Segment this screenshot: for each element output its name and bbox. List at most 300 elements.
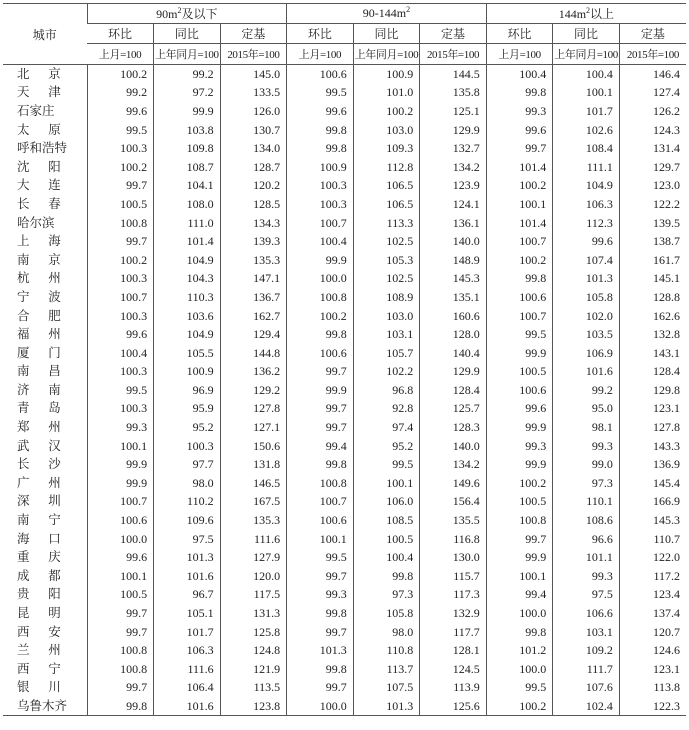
index-value: 109.8 [154, 139, 221, 158]
index-value: 103.8 [154, 120, 221, 139]
index-value: 100.2 [287, 306, 354, 325]
index-value: 102.0 [553, 306, 620, 325]
index-value: 135.5 [420, 511, 487, 530]
group-header-medium: $90-144m^2$ [287, 4, 487, 24]
index-value: 132.7 [420, 139, 487, 158]
base-header: 上月=100 [287, 44, 354, 65]
index-value: 97.3 [553, 474, 620, 493]
index-value: 99.8 [486, 622, 553, 641]
index-value: 100.2 [486, 176, 553, 195]
base-header: 上年同月=100 [553, 44, 620, 65]
index-value: 113.3 [353, 213, 420, 232]
index-value: 106.3 [154, 641, 221, 660]
index-value: 100.1 [87, 567, 154, 586]
index-value: 131.4 [619, 139, 686, 158]
index-value: 99.9 [87, 455, 154, 474]
index-value: 98.0 [353, 622, 420, 641]
index-value: 107.5 [353, 678, 420, 697]
index-value: 129.9 [420, 362, 487, 381]
index-value: 115.7 [420, 567, 487, 586]
index-value: 143.3 [619, 436, 686, 455]
index-value: 99.9 [287, 250, 354, 269]
index-value: 99.3 [287, 585, 354, 604]
index-value: 130.0 [420, 548, 487, 567]
index-value: 109.3 [353, 139, 420, 158]
index-value: 100.5 [486, 492, 553, 511]
base-header: 2015年=100 [420, 44, 487, 65]
index-value: 102.5 [353, 232, 420, 251]
index-value: 108.6 [553, 511, 620, 530]
index-value: 131.3 [220, 604, 287, 623]
table-row [3, 436, 686, 455]
index-value: 99.7 [87, 604, 154, 623]
index-value: 100.5 [87, 195, 154, 214]
index-value: 167.5 [220, 492, 287, 511]
index-value: 98.1 [553, 418, 620, 437]
index-value: 129.9 [420, 120, 487, 139]
index-value: 99.7 [287, 362, 354, 381]
index-value: 99.8 [287, 325, 354, 344]
index-value: 101.7 [154, 622, 221, 641]
index-value: 100.4 [87, 343, 154, 362]
table-row [3, 492, 686, 511]
index-value: 128.0 [420, 325, 487, 344]
index-value: 100.9 [154, 362, 221, 381]
index-value: 103.5 [553, 325, 620, 344]
index-value: 99.6 [486, 399, 553, 418]
city-name: 上 海 [17, 234, 61, 249]
city-name: 济 南 [17, 382, 61, 397]
index-value: 101.3 [287, 641, 354, 660]
index-value: 108.5 [353, 511, 420, 530]
index-value: 99.8 [486, 269, 553, 288]
index-value: 140.0 [420, 436, 487, 455]
index-value: 100.0 [87, 529, 154, 548]
metric-header: 环比 [486, 24, 553, 44]
index-value: 101.2 [486, 641, 553, 660]
index-value: 135.1 [420, 288, 487, 307]
index-value: 100.3 [87, 269, 154, 288]
index-value: 99.6 [287, 102, 354, 121]
city-name: 武 汉 [17, 438, 61, 453]
index-value: 99.8 [486, 83, 553, 102]
index-value: 100.3 [87, 362, 154, 381]
city-name: 长 沙 [17, 457, 61, 472]
index-value: 106.5 [353, 176, 420, 195]
index-value: 145.1 [619, 269, 686, 288]
index-value: 95.2 [154, 418, 221, 437]
index-value: 136.2 [220, 362, 287, 381]
table-row [3, 418, 686, 437]
city-name: 成 都 [17, 568, 61, 583]
table-row [3, 195, 686, 214]
index-value: 100.2 [486, 697, 553, 716]
city-name: 福 州 [17, 327, 61, 342]
index-value: 121.9 [220, 660, 287, 679]
index-value: 162.6 [619, 306, 686, 325]
index-value: 131.8 [220, 455, 287, 474]
index-value: 100.7 [486, 306, 553, 325]
index-value: 99.9 [486, 418, 553, 437]
index-value: 96.7 [154, 585, 221, 604]
index-value: 140.0 [420, 232, 487, 251]
index-value: 100.1 [287, 529, 354, 548]
index-value: 106.6 [553, 604, 620, 623]
index-value: 111.6 [220, 529, 287, 548]
index-value: 125.7 [420, 399, 487, 418]
index-value: 136.7 [220, 288, 287, 307]
metric-header-row [3, 24, 686, 44]
table-row [3, 622, 686, 641]
index-value: 101.3 [353, 697, 420, 716]
table-row [3, 455, 686, 474]
table-row [3, 250, 686, 269]
base-header-row [3, 44, 686, 65]
index-value: 99.5 [87, 381, 154, 400]
index-value: 117.2 [619, 567, 686, 586]
index-value: 137.4 [619, 604, 686, 623]
index-value: 99.6 [87, 548, 154, 567]
index-value: 110.2 [154, 492, 221, 511]
index-value: 100.7 [486, 232, 553, 251]
index-value: 100.7 [287, 492, 354, 511]
index-value: 99.7 [87, 232, 154, 251]
index-value: 102.6 [553, 120, 620, 139]
index-value: 97.7 [154, 455, 221, 474]
index-value: 109.6 [154, 511, 221, 530]
index-value: 95.9 [154, 399, 221, 418]
base-header: 上年同月=100 [154, 44, 221, 65]
index-value: 99.9 [486, 455, 553, 474]
index-value: 101.4 [154, 232, 221, 251]
index-value: 99.8 [87, 697, 154, 716]
index-value: 100.2 [87, 157, 154, 176]
index-value: 99.8 [287, 660, 354, 679]
table-row [3, 139, 686, 158]
index-value: 129.4 [220, 325, 287, 344]
city-name: 石家庄 [17, 103, 55, 118]
table-row [3, 232, 686, 251]
index-value: 128.1 [420, 641, 487, 660]
index-value: 128.7 [220, 157, 287, 176]
index-value: 100.7 [87, 288, 154, 307]
index-value: 128.3 [420, 418, 487, 437]
index-value: 100.3 [87, 399, 154, 418]
index-value: 105.8 [553, 288, 620, 307]
index-value: 111.1 [553, 157, 620, 176]
index-value: 104.1 [154, 176, 221, 195]
city-name: 西 安 [17, 624, 61, 639]
city-name: 兰 州 [17, 643, 61, 658]
index-value: 112.8 [353, 157, 420, 176]
index-value: 136.1 [420, 213, 487, 232]
index-value: 100.9 [287, 157, 354, 176]
index-value: 100.7 [287, 213, 354, 232]
table-row [3, 399, 686, 418]
table-row [3, 83, 686, 102]
table-row [3, 678, 686, 697]
index-value: 127.4 [619, 83, 686, 102]
index-value: 113.7 [353, 660, 420, 679]
index-value: 99.6 [486, 120, 553, 139]
index-value: 98.0 [154, 474, 221, 493]
index-value: 96.6 [553, 529, 620, 548]
index-value: 146.5 [220, 474, 287, 493]
index-value: 92.8 [353, 399, 420, 418]
table-row [3, 511, 686, 530]
table-row [3, 567, 686, 586]
city-name: 南 宁 [17, 513, 61, 528]
index-value: 160.6 [420, 306, 487, 325]
metric-header: 定基 [220, 24, 287, 44]
index-value: 99.7 [87, 622, 154, 641]
index-value: 135.8 [420, 83, 487, 102]
city-name: 天 津 [17, 85, 61, 100]
city-name: 杭 州 [17, 271, 61, 286]
metric-header: 同比 [553, 24, 620, 44]
index-value: 103.1 [353, 325, 420, 344]
index-value: 100.4 [553, 65, 620, 84]
index-value: 110.1 [553, 492, 620, 511]
index-value: 100.6 [287, 511, 354, 530]
table-row [3, 697, 686, 716]
city-name: 长 春 [17, 196, 61, 211]
index-value: 99.7 [287, 678, 354, 697]
table-row [3, 362, 686, 381]
index-value: 103.0 [353, 120, 420, 139]
index-value: 128.4 [619, 362, 686, 381]
base-header: 上月=100 [486, 44, 553, 65]
index-value: 113.8 [619, 678, 686, 697]
index-value: 100.1 [353, 474, 420, 493]
index-value: 101.6 [154, 567, 221, 586]
index-value: 138.7 [619, 232, 686, 251]
index-value: 127.9 [220, 548, 287, 567]
index-value: 110.8 [353, 641, 420, 660]
index-value: 123.1 [619, 399, 686, 418]
index-value: 148.9 [420, 250, 487, 269]
index-value: 120.0 [220, 567, 287, 586]
index-value: 107.6 [553, 678, 620, 697]
index-value: 101.3 [553, 269, 620, 288]
index-value: 124.8 [220, 641, 287, 660]
index-value: 99.7 [287, 399, 354, 418]
index-value: 100.3 [287, 195, 354, 214]
index-value: 106.4 [154, 678, 221, 697]
index-value: 100.1 [486, 195, 553, 214]
index-value: 145.3 [619, 511, 686, 530]
index-value: 105.8 [353, 604, 420, 623]
city-name: 呼和浩特 [17, 141, 68, 156]
index-value: 101.4 [486, 157, 553, 176]
metric-header: 定基 [619, 24, 686, 44]
metric-header: 定基 [420, 24, 487, 44]
index-value: 116.8 [420, 529, 487, 548]
city-name: 深 圳 [17, 494, 61, 509]
index-value: 99.3 [87, 418, 154, 437]
index-value: 124.6 [619, 641, 686, 660]
table-row [3, 343, 686, 362]
base-header: 2015年=100 [619, 44, 686, 65]
index-value: 100.2 [87, 65, 154, 84]
index-value: 136.9 [619, 455, 686, 474]
table-row [3, 325, 686, 344]
index-value: 149.6 [420, 474, 487, 493]
index-value: 99.9 [486, 343, 553, 362]
index-value: 122.0 [619, 548, 686, 567]
index-value: 144.8 [220, 343, 287, 362]
index-value: 99.5 [486, 678, 553, 697]
index-value: 134.0 [220, 139, 287, 158]
index-value: 99.7 [87, 176, 154, 195]
index-value: 100.0 [287, 269, 354, 288]
city-name: 郑 州 [17, 420, 61, 435]
index-value: 106.9 [553, 343, 620, 362]
index-value: 100.8 [87, 660, 154, 679]
index-value: 125.8 [220, 622, 287, 641]
price-index-table [3, 3, 686, 716]
city-name: 乌鲁木齐 [3, 697, 87, 716]
index-value: 110.7 [619, 529, 686, 548]
index-value: 97.2 [154, 83, 221, 102]
index-value: 111.0 [154, 213, 221, 232]
index-value: 129.7 [619, 157, 686, 176]
group-header-small: $90m^2$及以下 [87, 4, 287, 24]
metric-header: 环比 [87, 24, 154, 44]
index-value: 122.2 [619, 195, 686, 214]
city-name: 宁 波 [17, 289, 61, 304]
index-value: 99.6 [87, 325, 154, 344]
city-name: 北 京 [17, 67, 61, 82]
index-value: 99.9 [87, 474, 154, 493]
index-value: 100.1 [553, 83, 620, 102]
index-value: 103.6 [154, 306, 221, 325]
table-row [3, 548, 686, 567]
city-name: 广 州 [17, 475, 61, 490]
index-value: 123.8 [220, 697, 287, 716]
index-value: 123.4 [619, 585, 686, 604]
table-row [3, 120, 686, 139]
index-value: 126.2 [619, 102, 686, 121]
city-column-header: 城市 [3, 4, 87, 65]
index-value: 99.7 [87, 678, 154, 697]
index-value: 101.6 [154, 697, 221, 716]
table-row [3, 288, 686, 307]
index-value: 100.8 [287, 288, 354, 307]
index-value: 106.5 [353, 195, 420, 214]
table-row [3, 213, 686, 232]
index-value: 156.4 [420, 492, 487, 511]
city-name: 青 岛 [17, 401, 61, 416]
metric-header: 环比 [287, 24, 354, 44]
index-value: 110.3 [154, 288, 221, 307]
index-value: 135.3 [220, 511, 287, 530]
index-value: 99.3 [486, 436, 553, 455]
index-value: 132.8 [619, 325, 686, 344]
index-value: 99.5 [353, 455, 420, 474]
city-name: 西 宁 [17, 661, 61, 676]
index-value: 96.8 [353, 381, 420, 400]
index-value: 122.3 [619, 697, 686, 716]
table-row [3, 65, 686, 84]
index-value: 112.3 [553, 213, 620, 232]
index-value: 162.7 [220, 306, 287, 325]
index-value: 128.8 [619, 288, 686, 307]
index-value: 100.3 [87, 139, 154, 158]
city-name: 厦 门 [17, 345, 61, 360]
index-value: 95.2 [353, 436, 420, 455]
table-row [3, 157, 686, 176]
index-value: 100.3 [287, 176, 354, 195]
table-row [3, 641, 686, 660]
index-value: 125.1 [420, 102, 487, 121]
index-value: 100.6 [287, 343, 354, 362]
index-value: 100.6 [87, 511, 154, 530]
index-value: 145.0 [220, 65, 287, 84]
index-value: 100.4 [486, 65, 553, 84]
index-value: 128.4 [420, 381, 487, 400]
index-value: 100.5 [87, 585, 154, 604]
index-value: 101.6 [553, 362, 620, 381]
table-row [3, 660, 686, 679]
index-value: 139.3 [220, 232, 287, 251]
city-name: 重 庆 [17, 550, 61, 565]
index-value: 101.1 [553, 548, 620, 567]
index-value: 100.0 [486, 604, 553, 623]
index-value: 100.7 [87, 492, 154, 511]
index-value: 123.9 [420, 176, 487, 195]
index-value: 100.6 [287, 65, 354, 84]
index-value: 96.9 [154, 381, 221, 400]
index-value: 100.9 [353, 65, 420, 84]
index-value: 127.8 [619, 418, 686, 437]
index-value: 117.7 [420, 622, 487, 641]
index-value: 99.9 [486, 548, 553, 567]
index-value: 100.8 [87, 213, 154, 232]
table-row [3, 269, 686, 288]
index-value: 133.5 [220, 83, 287, 102]
table-row [3, 176, 686, 195]
index-value: 101.0 [353, 83, 420, 102]
index-value: 102.2 [353, 362, 420, 381]
index-value: 99.5 [486, 325, 553, 344]
base-header: 上月=100 [87, 44, 154, 65]
index-value: 129.8 [619, 381, 686, 400]
index-value: 108.9 [353, 288, 420, 307]
index-value: 100.3 [154, 436, 221, 455]
index-value: 127.8 [220, 399, 287, 418]
index-value: 99.6 [87, 102, 154, 121]
index-value: 100.4 [287, 232, 354, 251]
index-value: 99.6 [553, 232, 620, 251]
index-value: 101.3 [154, 548, 221, 567]
city-name: 南 昌 [17, 364, 61, 379]
index-value: 99.7 [287, 567, 354, 586]
base-header: 2015年=100 [220, 44, 287, 65]
table-body [3, 65, 686, 716]
index-value: 106.0 [353, 492, 420, 511]
index-value: 126.0 [220, 102, 287, 121]
index-value: 134.3 [220, 213, 287, 232]
index-value: 103.1 [553, 622, 620, 641]
index-value: 143.1 [619, 343, 686, 362]
index-value: 134.2 [420, 455, 487, 474]
index-value: 99.4 [287, 436, 354, 455]
table-row [3, 381, 686, 400]
city-name: 银 川 [17, 680, 61, 695]
index-value: 100.1 [87, 436, 154, 455]
index-value: 106.3 [553, 195, 620, 214]
